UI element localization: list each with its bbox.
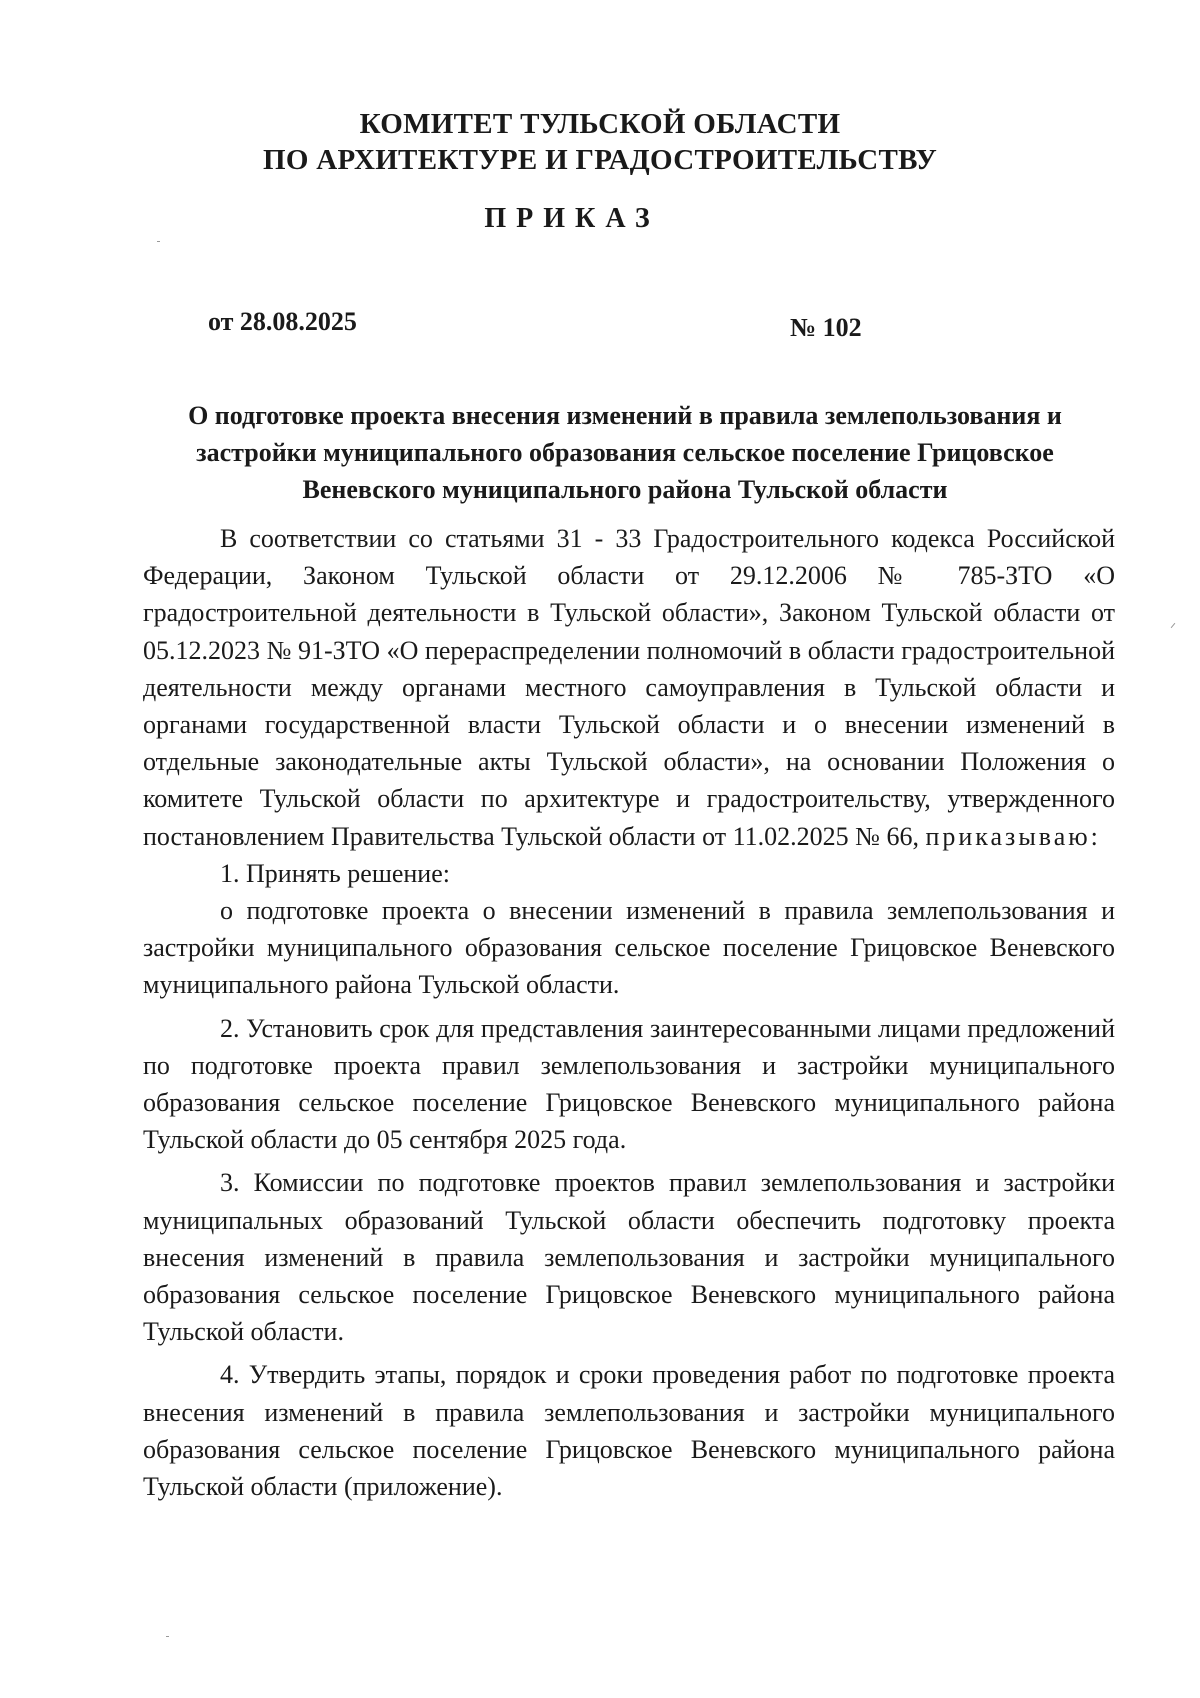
order-word: приказываю: [925, 821, 1101, 851]
scan-speck [157, 241, 160, 242]
organization-header [0, 106, 1200, 178]
scan-speck [1171, 623, 1176, 628]
order-number: № 102 [790, 313, 862, 342]
order-date: от 28.08.2025 [208, 307, 357, 336]
item-3: 3. Комиссии по подготовке проектов правил землепользования и застройки муниципальных образований Тульской области обеспечить подготовку проекта внесения изменений в правила землепользования и застройки муниципального образования сельское поселение Грицовское Веневского муниципального района Тульской области. [143, 1168, 1115, 1347]
document-type-title: ПРИКАЗ [484, 203, 660, 234]
preamble-paragraph [143, 520, 1115, 855]
order-subject: О подготовке проекта внесения изменений в правила землепользования и застройки муниципального образования сельское поселение Грицовское Веневского муниципального района Тульской области [188, 401, 1062, 504]
item-4: 4. Утвердить этапы, порядок и сроки проведения работ по подготовке проекта внесения изменений в правила землепользования и застройки муниципального образования сельское поселение Грицовское Веневского муниципального района Тульской области (приложение). [143, 1360, 1115, 1502]
organization-name-line1: КОМИТЕТ ТУЛЬСКОЙ ОБЛАСТИ [359, 108, 841, 140]
organization-name-line2: ПО АРХИТЕКТУРЕ И ГРАДОСТРОИТЕЛЬСТВУ [262, 144, 938, 176]
scan-speck [166, 1636, 169, 1637]
item-2: 2. Установить срок для представления заинтересованными лицами предложений по подготовке проекта правил землепользования и застройки муниципального образования сельское поселение Грицовское Веневского муниципального района Тульской области до 05 сентября 2025 года. [143, 1013, 1115, 1155]
order-body [143, 520, 1115, 1505]
item-1: 1. Принять решение: [220, 858, 450, 888]
preamble-text: В соответствии со статьями 31 - 33 Градостроительного кодекса Российской Федерации, Законом Тульской области от 29.12.2006 № 785-ЗТО «О градостроительной деятельности в Тульской области», Законом Тульской области от 05.12.2023 № 91-ЗТО «О перераспределении полномочий в области градостроительной деятельности между органами местного самоуправления в Тульской области и органами государственной власти Тульской области и о внесении изменений в отдельные законодательные акты Тульской области», на основании Положения о комитете Тульской области по архитектуре и градостроительству, утвержденного постановлением Правительства Тульской области от 11.02.2025 № 66, [143, 524, 1115, 851]
item-1-decision: о подготовке проекта о внесении изменений в правила землепользования и застройки муниципального образования сельское поселение Грицовское Веневского муниципального района Тульской области. [143, 896, 1115, 1000]
